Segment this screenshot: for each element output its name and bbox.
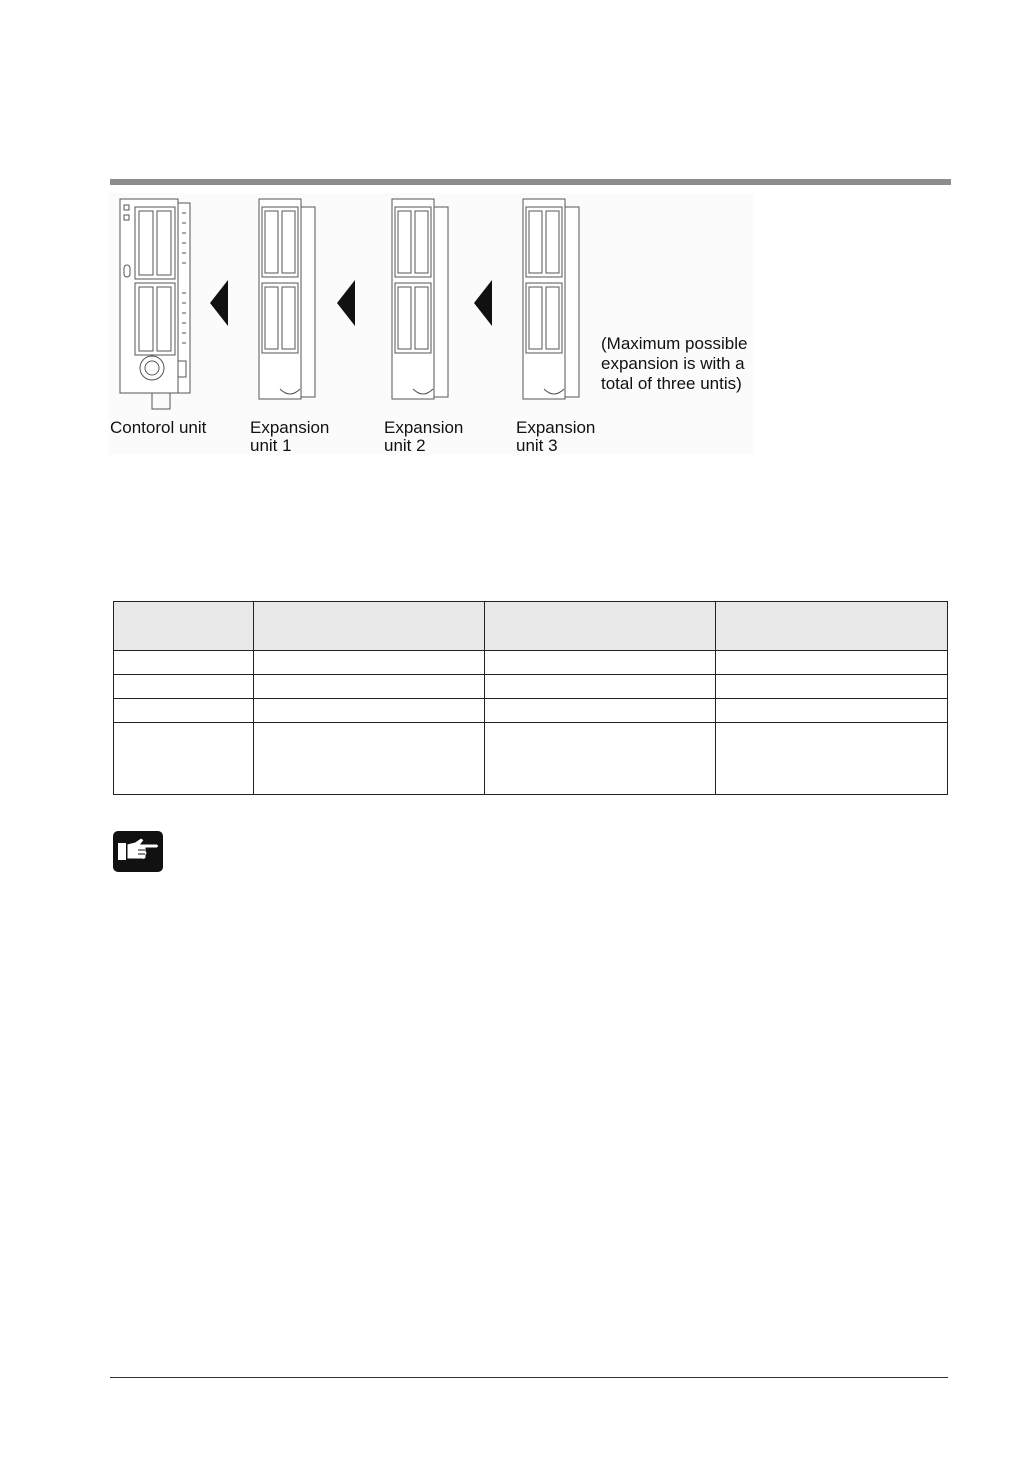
section-header-rule	[110, 179, 951, 185]
table-header-cell	[485, 602, 716, 651]
table-header-row	[114, 602, 948, 651]
table-cell	[485, 675, 716, 699]
expansion-unit-2-drawing	[392, 199, 448, 399]
table-cell	[716, 699, 948, 723]
table-header-cell	[716, 602, 948, 651]
table-cell	[114, 723, 254, 795]
spec-table	[113, 601, 948, 795]
table-cell	[114, 699, 254, 723]
table-header-cell	[254, 602, 485, 651]
table-cell	[114, 651, 254, 675]
table-cell	[254, 651, 485, 675]
expansion-unit-3-sublabel: unit 3	[516, 436, 558, 455]
table-row	[114, 699, 948, 723]
control-unit-label: Contorol unit	[110, 418, 207, 437]
table-cell	[114, 675, 254, 699]
arrow-left-icon	[474, 280, 492, 326]
table-cell	[716, 723, 948, 795]
expansion-unit-1-sublabel: unit 1	[250, 436, 292, 455]
expansion-unit-3-label: Expansion	[516, 418, 596, 437]
arrow-left-icon	[337, 280, 355, 326]
expansion-unit-2-label: Expansion	[384, 418, 464, 437]
footer-rule	[110, 1377, 948, 1378]
table-cell	[485, 651, 716, 675]
arrow-left-icon	[210, 280, 228, 326]
table-cell	[485, 699, 716, 723]
unit-drawings	[108, 193, 753, 455]
table-header-cell	[114, 602, 254, 651]
expansion-unit-3-drawing	[523, 199, 579, 399]
control-unit-drawing	[120, 199, 190, 409]
max-expansion-note: (Maximum possible expansion is with a total of three untis)	[601, 334, 748, 393]
expansion-unit-2-sublabel: unit 2	[384, 436, 426, 455]
table-cell	[716, 651, 948, 675]
table-cell	[254, 699, 485, 723]
table-cell	[716, 675, 948, 699]
table-cell	[254, 675, 485, 699]
table-row	[114, 651, 948, 675]
expansion-unit-1-label: Expansion	[250, 418, 330, 437]
expansion-diagram	[108, 193, 753, 455]
table-cell	[254, 723, 485, 795]
table-row	[114, 723, 948, 795]
table-cell	[485, 723, 716, 795]
pointing-hand-icon	[113, 831, 163, 872]
table-row	[114, 675, 948, 699]
expansion-unit-1-drawing	[259, 199, 315, 399]
